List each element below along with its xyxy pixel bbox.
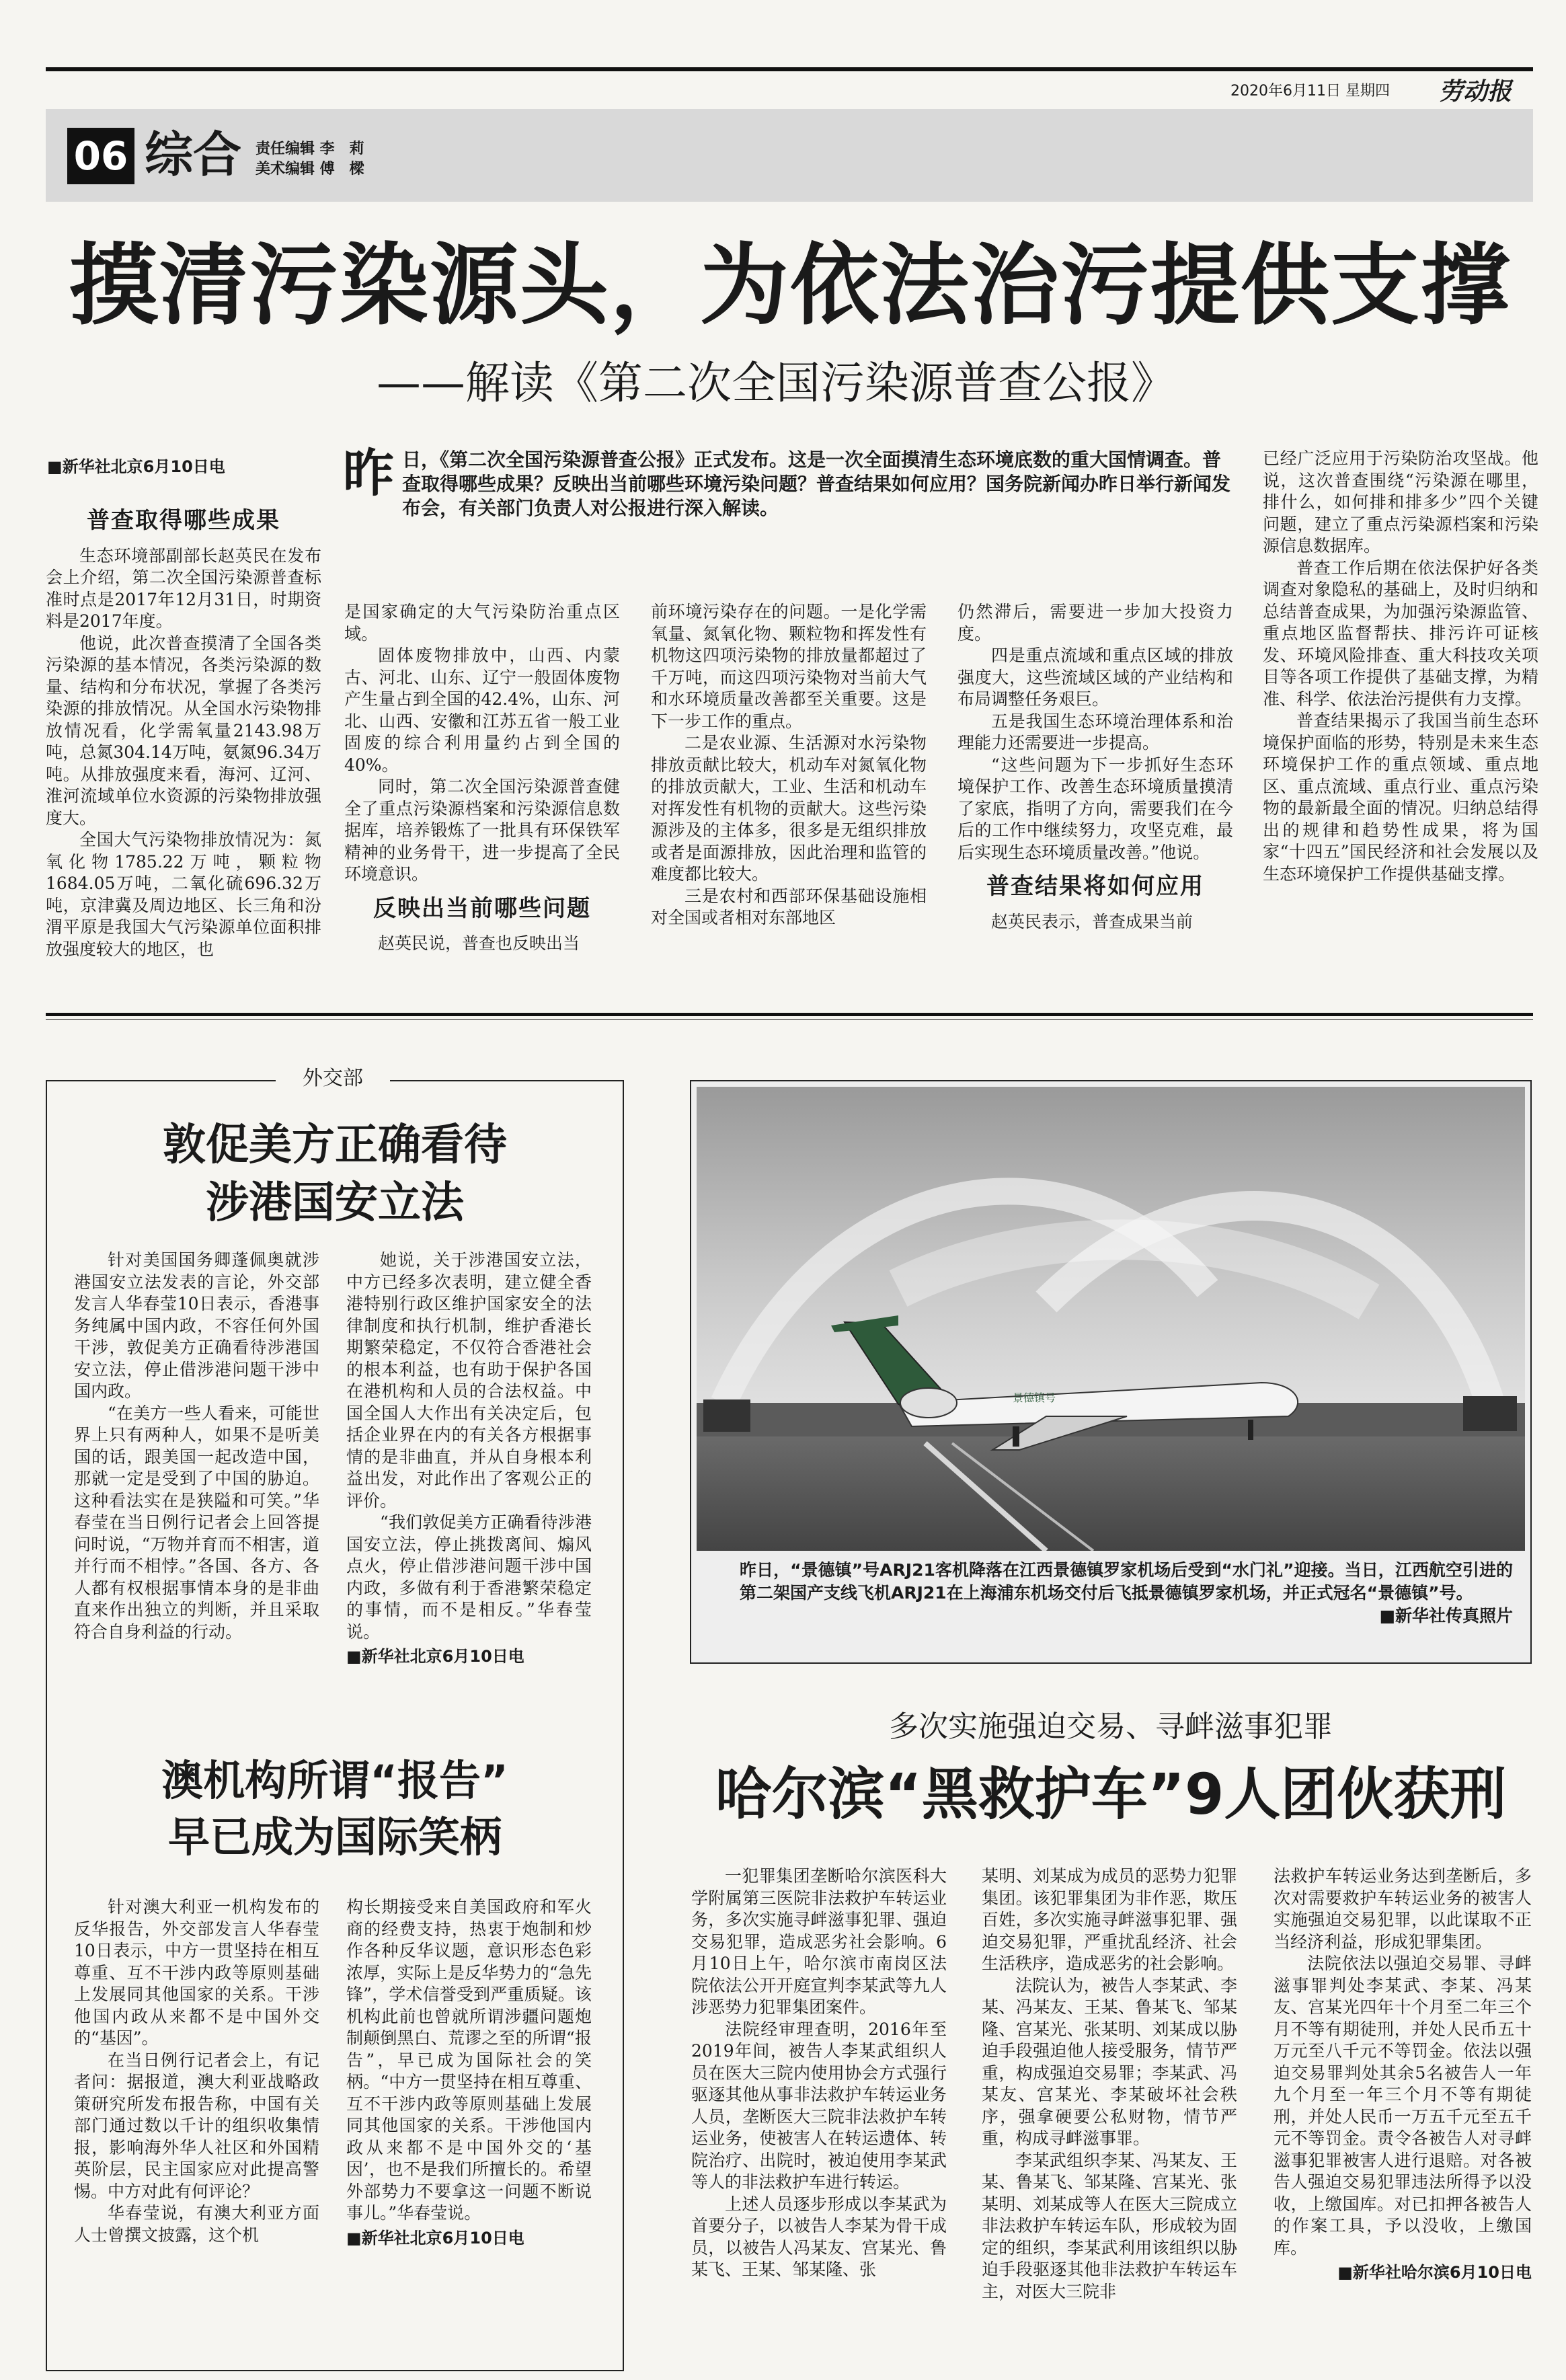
- mfa-art1-headline: [61, 1116, 609, 1232]
- top-rule: [46, 67, 1533, 71]
- section-divider-thin: [46, 1019, 1533, 1020]
- lead-c3-p1: 前环境污染存在的问题。一是化学需氧量、氮氧化物、颗粒物和挥发性有机物这四项污染物的排放量都超过了千万吨，而这四项污染物对当前大气和水环境质量改善都至关重要。这是下一步工作的重点。: [651, 602, 927, 731]
- mfa-art2-c1-p3: 华春莹说，有澳大利亚方面人士曾撰文披露，这个机: [74, 2203, 319, 2245]
- page-number-box: 06: [67, 128, 134, 184]
- lead-c2-p3: 同时，第二次全国污染源普查健全了重点污染源档案和污染源信息数据库，培养锻炼了一批具有环保铁军精神的业务骨干，进一步提高了全民环境意识。: [344, 777, 620, 884]
- aircraft-gear-nose: [1248, 1420, 1253, 1440]
- harbin-headline: 哈尔滨“黑救护车”9人团伙获刑: [715, 1761, 1507, 1827]
- harbin-col-1: [691, 1866, 947, 2370]
- mfa-box-label: 外交部: [276, 1065, 390, 1092]
- lead-c5-p3: 普查结果揭示了我国当前生态环境保护面临的形势，特别是未来生态环境保护工作的重点领域、重点地区、重点流域、重点行业、重点污染物的最新最全面的情况。归纳总结得出的规律和趋势性成果，将为国家“十四五”国民经济和社会发展以及生态环境保护工作提供基础支撑。: [1263, 711, 1538, 884]
- lead-c1-p1: 生态环境部副部长赵英民在发布会上介绍，第二次全国污染源普查标准时点是2017年12月31日，时期资料是2017年度。: [46, 545, 321, 631]
- photo-runway: [697, 1436, 1525, 1551]
- harbin-c3-p2: 法院依法以强迫交易罪、寻衅滋事罪判处李某武、李某、冯某友、宫某光四年十个月至二年三个月不等有期徒刑，并处人民币五十万元至八千元不等罚金。依法以强迫交易罪判处其余5名被告人一年九个月至一年三个月不等有期徒刑，并处人民币一万五千元至五千元不等罚金。责令各被告人对寻衅滋事犯罪被害人进行退赔。对各被告人强迫交易犯罪违法所得予以没收，上缴国库。对已扣押各被告人的作案工具，予以没收，上缴国库。: [1274, 1954, 1532, 2258]
- lead-col-1: [46, 498, 321, 968]
- harbin-c2-p1: 某明、刘某成为成员的恶势力犯罪集团。该犯罪集团为非作恶，欺压百姓，多次实施寻衅滋事犯罪、强迫交易犯罪，严重扰乱经济、社会生活秩序，造成恶劣的社会影响。: [982, 1866, 1237, 1973]
- mfa-art1-dateline: ■新华社北京6月10日电: [346, 1647, 524, 1666]
- mfa-art1-col-2: [346, 1250, 592, 1693]
- lead-c1-p3: 全国大气污染物排放情况为：氮氧化物1785.22万吨，颗粒物1684.05万吨，二氧化硫696.32万吨，京津冀及周边地区、长三角和汾渭平原是我国大气污染源单位面积排放强度较大的地区，也: [46, 830, 321, 959]
- lead-c4-p5: 赵英民表示，普查成果当前: [991, 911, 1193, 931]
- mfa-art1-col-1: [74, 1250, 319, 1693]
- mfa-art1-c2-p2: “我们敦促美方正确看待涉港国安立法，停止挑拨离间、煽风点火，停止借涉港问题干涉中国内政，多做有利于香港繁荣稳定的事情，而不是相反。”华春莹说。: [346, 1512, 592, 1642]
- lead-c2-p4: 赵英民说，普查也反映出当: [378, 933, 580, 953]
- mfa-art1-c2-p1: 她说，关于涉港国安立法，中方已经多次表明，建立健全香港特别行政区维护国家安全的法律制度和执行机制，维护香港长期繁荣稳定，不仅符合香港社会的根本利益，也有助于保护各国在港机构和人员的合法权益。中国全国人大作出有关决定后，包括企业界在内的有关各方根据事情的是非曲直，并从自身根本利益出发，对此作出了客观公正的评价。: [346, 1250, 592, 1510]
- section-name: 综合: [145, 126, 242, 183]
- mfa-art1-c1-p1: 针对美国国务卿蓬佩奥就涉港国安立法发表的言论，外交部发言人华春莹10日表示，香港事务纯属中国内政，不容任何外国干涉，敦促美方正确看待涉港国安立法，停止借涉港问题干涉中国内政。: [74, 1250, 319, 1401]
- subhead-achievements: 普查取得哪些成果: [87, 507, 280, 534]
- photo-caption-text: 昨日，“景德镇”号ARJ21客机降落在江西景德镇罗家机场后受到“水门礼”迎接。当日，江西航空引进的第二架国产支线飞机ARJ21在上海浦东机场交付后飞抵景德镇罗家机场，并正式冠名“景德镇”号。: [740, 1560, 1513, 1603]
- harbin-c2-p3: 李某武组织李某、冯某友、王某、鲁某飞、邹某隆、宫某光、张某明、刘某成等人在医大三院成立非法救护车转运车队，形成较为固定的组织，李某武利用该组织以胁迫手段驱逐其他非法救护车转运车主，对医大三院非: [982, 2150, 1237, 2301]
- harbin-col-3: [1274, 1866, 1532, 2370]
- fire-truck-right: [1463, 1396, 1517, 1431]
- mfa-art2-c1-p1: 针对澳大利亚一机构发布的反华报告，外交部发言人华春莹10日表示，中方一贯坚持在相互尊重、互不干涉内政等原则基础上发展同其他国家的关系。干涉他国内政从来都不是中国外交的“基因”。: [74, 1897, 319, 2048]
- issue-date: 2020年6月11日 星期四: [1230, 83, 1390, 100]
- art-editor-credit: 美术编辑 傅 樑: [256, 161, 364, 178]
- lead-col-3: [651, 601, 927, 968]
- lead-c2-p2: 固体废物排放中，山西、内蒙古、河北、山东、辽宁一般固体废物产生量占到全国的42.4%，山东、河北、山西、安徽和江苏五省一般工业固废的综合利用量约占到全国的40%。: [344, 646, 620, 775]
- aircraft-gear-main: [1013, 1426, 1019, 1447]
- lead-intro-box: [343, 443, 1231, 521]
- mfa-art2-headline: [61, 1753, 609, 1866]
- harbin-c1-p2: 法院经审理查明，2016年至2019年间，被告人李某武组织人员在医大三院内使用协会方式强行驱逐其他从事非法救护车转运业务人员，垄断医大三院非法救护车转运业务，使被害人在转运遗体、转院治疗、出院时，被迫使用李某武等人的非法救护车进行转运。: [691, 2019, 947, 2192]
- editor-credit: 责任编辑 李 莉: [256, 141, 364, 157]
- mfa-art2-c1-p2: 在当日例行记者会上，有记者问：据报道，澳大利亚战略政策研究所发布报告称，中国有关部门通过数以千计的组织收集情报，影响海外华人社区和外国精英阶层，民主国家应对此提高警惕。中方对此有何评论？: [74, 2050, 319, 2201]
- subhead-problems: 反映出当前哪些问题: [373, 894, 591, 922]
- mfa-art2-headline-line1: 澳机构所谓“报告”: [161, 1756, 508, 1805]
- section-divider: [46, 1013, 1533, 1016]
- lead-c5-p1: 已经广泛应用于污染防治攻坚战。他说，这次普查围绕“污染源在哪里，排什么，如何排和排多少”四个关键问题，建立了重点污染源档案和污染源信息数据库。: [1263, 449, 1538, 555]
- harbin-c2-p2: 法院认为，被告人李某武、李某、冯某友、王某、鲁某飞、邹某隆、宫某光、张某明、刘某成以胁迫手段强迫他人接受服务，情节严重，构成强迫交易罪；李某武、冯某友、宫某光、李某破坏社会秩序，强拿硬要公私财物，情节严重，构成寻衅滋事罪。: [982, 1975, 1237, 2148]
- lead-subheadline: ——解读《第二次全国污染源普查公报》: [377, 357, 1175, 409]
- mfa-art2-dateline: ■新华社北京6月10日电: [346, 2228, 524, 2248]
- lead-headline: 摸清污染源头，为依法治污提供支撑: [69, 234, 1511, 338]
- harbin-c1-p1: 一犯罪集团垄断哈尔滨医科大学附属第三医院非法救护车转运业务，多次实施寻衅滋事犯罪、强迫交易犯罪，造成恶劣社会影响。6月10日上午，哈尔滨市南岗区法院依法公开开庭宣判李某武等九人涉恶势力犯罪集团案件。: [691, 1866, 947, 2017]
- lead-c4-p1: 仍然滞后，需要进一步加大投资力度。: [957, 602, 1233, 644]
- intro-dropcap: 昨: [343, 443, 394, 503]
- lead-col-2: [344, 601, 620, 968]
- harbin-c1-p3: 上述人员逐步形成以李某武为首要分子，以被告人李某为骨干成员，以被告人冯某友、宫某光、鲁某飞、王某、邹某隆、张: [691, 2194, 947, 2279]
- harbin-c3-p1: 法救护车转运业务达到垄断后，多次对需要救护车转运业务的被害人实施强迫交易犯罪，以此谋取不正当经济利益，形成犯罪集团。: [1274, 1866, 1532, 1952]
- mfa-art2-c2-p1: 构长期接受来自美国政府和军火商的经费支持，热衷于炮制和炒作各种反华议题，意识形态色彩浓厚，实际上是反华势力的“急先锋”，学术信誉受到严重质疑。该机构此前也曾就所谓涉疆问题炮制颠倒黑白、荒谬之至的所谓“报告”，早已成为国际社会的笑柄。“中方一贯坚持在相互尊重、互不干涉内政等原则基础上发展同其他国家的关系。干涉他国内政从来都不是中国外交的‘基因’，也不是我们所擅长的。希望外部势力不要拿这一问题不断说事儿。”华春莹说。: [346, 1897, 592, 2223]
- lead-col-4: [957, 601, 1233, 968]
- mfa-art1-headline-line2: 涉港国安立法: [206, 1178, 464, 1228]
- fire-truck-left: [703, 1399, 750, 1432]
- harbin-dateline: ■新华社哈尔滨6月10日电: [1337, 2263, 1532, 2282]
- photo-credit: ■新华社传真照片: [1379, 1606, 1513, 1625]
- mfa-art1-c1-p2: “在美方一些人看来，可能世界上只有两种人，如果不是听美国的话，跟美国一起改造中国，那就一定是受到了中国的胁迫。这种看法实在是狭隘和可笑。”华春莹在当日例行记者会上回答提问时说，“万物并育而不相害，道并行而不相悖。”各国、各方、各人都有权根据事情本身的是非曲直来作出独立的判断，并且采取符合自身利益的行动。: [74, 1403, 319, 1642]
- lead-col-5: [1263, 448, 1538, 968]
- newspaper-logo: 劳动报: [1439, 77, 1512, 106]
- lead-c2-p1: 是国家确定的大气污染防治重点区域。: [344, 602, 620, 644]
- aircraft-livery: 景德镇号: [1013, 1391, 1056, 1404]
- aircraft-photo: [697, 1087, 1525, 1551]
- harbin-kicker: 多次实施强迫交易、寻衅滋事犯罪: [889, 1710, 1333, 1744]
- lead-c3-p3: 三是农村和西部环保基础设施相对全国或者相对东部地区: [651, 886, 927, 927]
- lead-c3-p2: 二是农业源、生活源对水污染物排放贡献比较大，机动车对氮氧化物的排放贡献大，工业、生活和机动车对挥发性有机物的贡献大。这些污染源涉及的主体多，很多是无组织排放或者是面源排放，因此治理和监管的难度都比较大。: [651, 733, 927, 884]
- mfa-art2-col-2: [346, 1896, 592, 2360]
- mfa-art2-col-1: [74, 1896, 319, 2360]
- intro-text: 日，《第二次全国污染源普查公报》正式发布。这是一次全面摸清生态环境底数的重大国情调查。普查取得哪些成果？反映出当前哪些环境污染问题？普查结果如何应用？国务院新闻办昨日举行新闻发布会，有关部门负责人对公报进行深入解读。: [402, 449, 1231, 519]
- aircraft-engine: [900, 1388, 957, 1418]
- lead-dateline: ■新华社北京6月10日电: [47, 457, 225, 476]
- subhead-application: 普查结果将如何应用: [986, 873, 1204, 900]
- lead-c4-p2: 四是重点流域和重点区域的排放强度大，这些流域区域的产业结构和布局调整任务艰巨。: [957, 646, 1233, 709]
- lead-c1-p2: 他说，此次普查摸清了全国各类污染源的基本情况，各类污染源的数量、结构和分布状况，掌握了各类污染源的排放情况。从全国水污染物排放情况看，化学需氧量2143.98万吨，总氮304.14万吨，氨氮96.34万吨。从排放强度来看，海河、辽河、淮河流域单位水资源的污染物排放强度大。: [46, 633, 321, 828]
- lead-c5-p2: 普查工作后期在依法保护好各类调查对象隐私的基础上，及时归纳和总结普查成果，为加强污染源监管、重点地区监督帮扶、排污许可证核发、环境风险排查、重大科技攻关项目等各项工作提供了基础支撑，为精准、科学、依法治污提供有力支撑。: [1263, 558, 1538, 709]
- mfa-art1-headline-line1: 敦促美方正确看待: [163, 1120, 507, 1170]
- mfa-art2-headline-line2: 早已成为国际笑柄: [167, 1812, 502, 1861]
- harbin-col-2: [982, 1866, 1237, 2370]
- lead-c4-p3: 五是我国生态环境治理体系和治理能力还需要进一步提高。: [957, 711, 1233, 753]
- lead-c4-p4: “这些问题为下一步抓好生态环境保护工作、改善生态环境质量摸清了家底，指明了方向，需要我们在今后的工作中继续努力，攻坚克难，最后实现生态环境质量改善。”他说。: [957, 755, 1233, 862]
- photo-caption: [740, 1559, 1513, 1627]
